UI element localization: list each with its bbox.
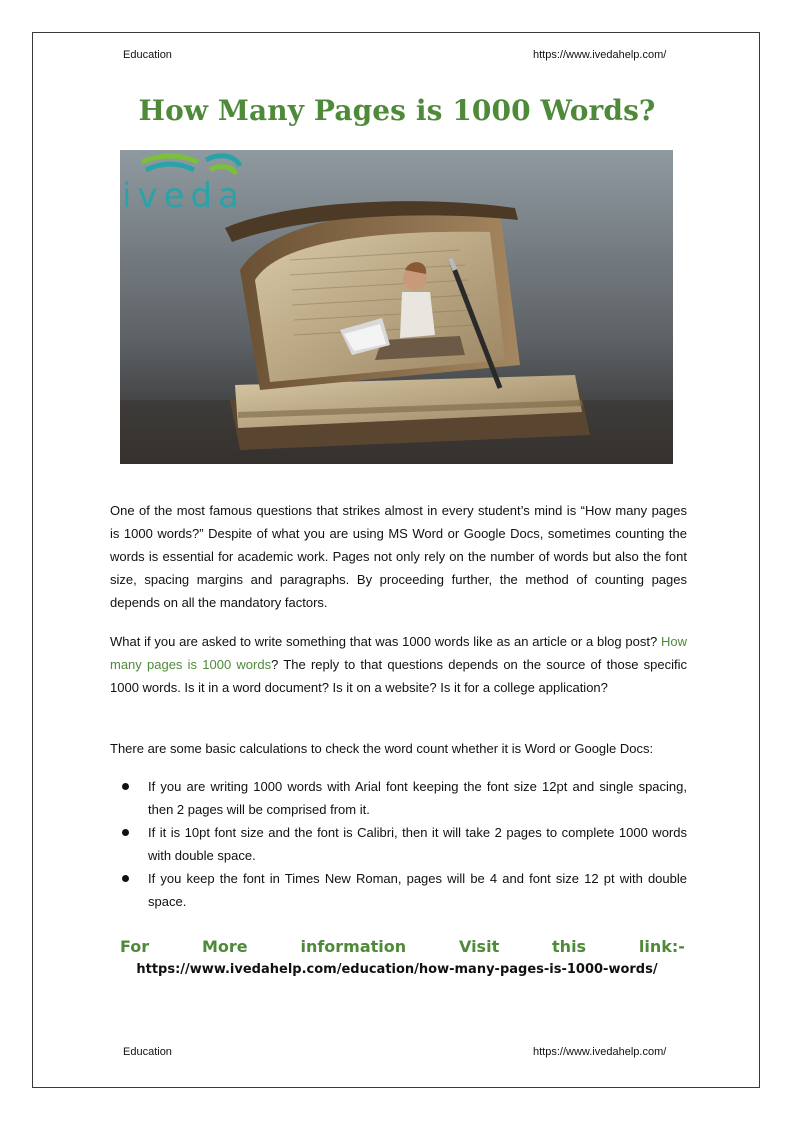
bullet-icon	[122, 783, 129, 790]
footer-right-url: https://www.ivedahelp.com/	[533, 1046, 667, 1058]
cta-word: information	[300, 937, 407, 956]
book-illustration	[120, 150, 673, 464]
calculation-list	[110, 775, 687, 913]
cta-word: Visit	[458, 937, 500, 956]
list-item-text: If it is 10pt font size and the font is Calibri, then it will take 2 pages to complete 1000 words with double space.	[148, 825, 687, 863]
list-item-text: If you keep the font in Times New Roman, pages will be 4 and font size 12 pt with double space.	[148, 871, 687, 909]
cta-word: More	[201, 937, 248, 956]
logo-text: iveda	[122, 176, 245, 216]
paragraph-question	[110, 630, 687, 699]
cta-word: this	[552, 937, 587, 956]
cta-heading	[120, 937, 685, 956]
bullet-icon	[122, 875, 129, 882]
page-title: How Many Pages is 1000 Words?	[138, 94, 656, 127]
paragraph-calculations: There are some basic calculations to check the word count whether it is Word or Google Docs:	[110, 741, 654, 756]
list-item	[110, 821, 687, 867]
hero-image	[120, 150, 673, 464]
header-right-url: https://www.ivedahelp.com/	[533, 49, 667, 61]
cta-link[interactable]: https://www.ivedahelp.com/education/how-many-pages-is-1000-words/	[136, 962, 658, 977]
inline-article-link[interactable]: How many pages is 1000 words	[110, 634, 687, 672]
list-item	[110, 775, 687, 821]
footer-left: Education	[123, 1046, 172, 1058]
cta-word: For	[120, 937, 150, 956]
paragraph-intro: One of the most famous questions that strikes almost in every student’s mind is “How many pages is 1000 words?” Despite of what you are using MS Word or Google Docs, sometimes counting the words is essential for academic work. Pages not only rely on the number of words but also the font size, spacing margins and paragraphs. By proceeding further, the method of counting pages depends on all the mandatory factors.	[110, 503, 687, 610]
paragraph-question-text-start: What if you are asked to write something that was 1000 words like as an article or a blog post?	[110, 634, 661, 649]
list-item	[110, 867, 687, 913]
bullet-icon	[122, 829, 129, 836]
paragraph-question-text-end: ? The reply to that questions depends on the source of those specific 1000 words. Is it in a word document? Is it on a website? Is it for a college application?	[110, 657, 687, 695]
cta-word: link:-	[638, 937, 685, 956]
list-item-text: If you are writing 1000 words with Arial font keeping the font size 12pt and single spacing, then 2 pages will be comprised from it.	[148, 779, 687, 817]
header-left: Education	[123, 49, 172, 61]
